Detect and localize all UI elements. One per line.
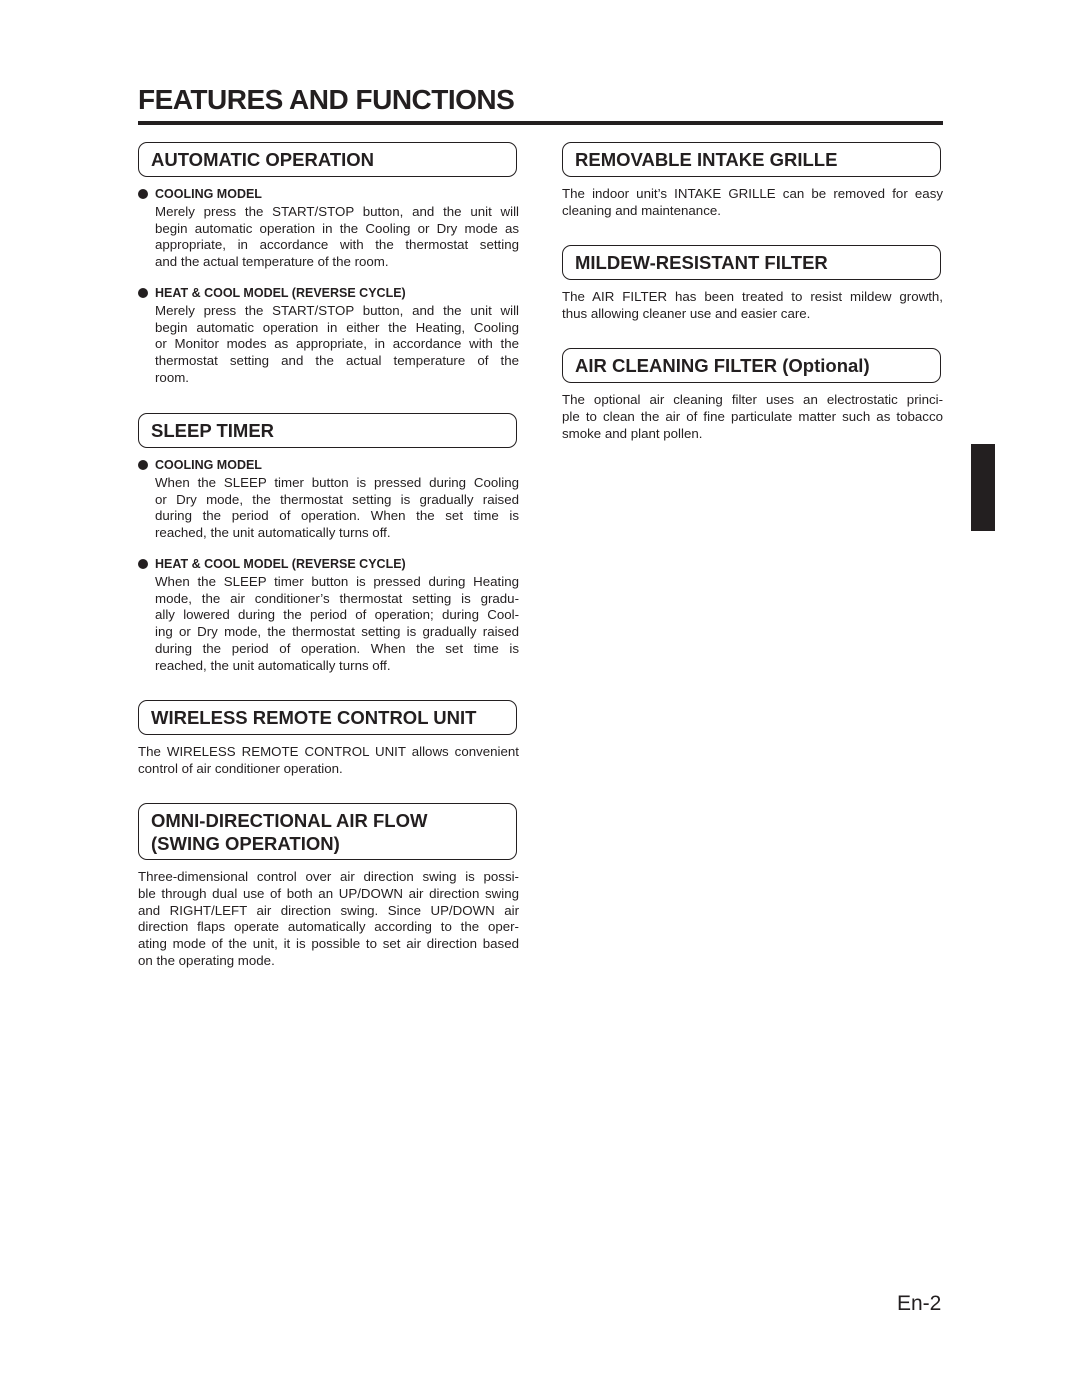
text-line: ple to clean the air of fine particulate matter such as tobacco	[562, 408, 943, 424]
intake-grille-heading: REMOVABLE INTAKE GRILLE	[562, 142, 941, 177]
paragraph	[562, 289, 943, 323]
text-line: ally lowered during the period of operation; during Cool-	[155, 607, 519, 623]
heading-line: (SWING OPERATION)	[151, 832, 340, 854]
text-line: The WIRELESS REMOTE CONTROL UNIT allows convenient	[138, 744, 519, 759]
mildew-filter-heading: MILDEW-RESISTANT FILTER	[562, 245, 941, 280]
text-line: The indoor unit’s INTAKE GRILLE can be removed for easy	[562, 186, 943, 201]
language-tab-marker	[971, 444, 995, 531]
text-line: room.	[155, 369, 189, 385]
mildew-filter-section	[562, 289, 943, 323]
text-line: reached, the unit automatically turns off.	[155, 525, 391, 541]
automatic-operation-heading: AUTOMATIC OPERATION	[138, 142, 517, 177]
text-line: on the operating mode.	[138, 952, 275, 968]
paragraph	[138, 744, 519, 778]
text-line: begin automatic operation in either the Heating, Cooling	[155, 319, 519, 335]
paragraph	[138, 303, 519, 387]
text-line: and the actual temperature of the room.	[155, 254, 389, 270]
intake-grille-section	[562, 186, 943, 220]
paragraph	[562, 392, 943, 442]
text-line: control of air conditioner operation.	[138, 760, 343, 776]
wireless-remote-heading: WIRELESS REMOTE CONTROL UNIT	[138, 700, 517, 735]
automatic-operation-section	[138, 186, 519, 387]
text-line: smoke and plant pollen.	[562, 425, 703, 441]
paragraph	[138, 869, 519, 970]
text-line: When the SLEEP timer button is pressed during Cooling	[155, 474, 519, 490]
page-number: En-2	[897, 1292, 942, 1315]
paragraph	[138, 475, 519, 542]
text-line: thus allowing cleaner use and easier care.	[562, 305, 811, 321]
text-line: ble through dual use of both an UP/DOWN air direction swing	[138, 885, 519, 901]
text-line: thermostat setting and the actual temperature of the	[155, 353, 519, 369]
text-line: or Dry mode, the thermostat setting is gradually raised	[155, 491, 519, 507]
omni-directional-section	[138, 869, 519, 970]
sleep-timer-heading: SLEEP TIMER	[138, 413, 517, 448]
wireless-remote-section	[138, 744, 519, 778]
heading-line: OMNI-DIRECTIONAL AIR FLOW	[151, 809, 428, 831]
air-cleaning-filter-heading: AIR CLEANING FILTER (Optional)	[562, 348, 941, 383]
text-line: ating mode of the unit, it is possible to set air direction based	[138, 936, 519, 952]
omni-directional-heading	[138, 803, 517, 860]
text-line: during the period of operation. When the set time is	[155, 640, 519, 656]
text-line: appropriate, in accordance with the thermostat setting	[155, 237, 519, 253]
subheading: COOLING MODEL	[138, 457, 519, 474]
text-line: When the SLEEP timer button is pressed during Heating	[155, 573, 519, 589]
text-line: The AIR FILTER has been treated to resist mildew growth,	[562, 289, 943, 304]
text-line: begin automatic operation in the Cooling or Dry mode as	[155, 220, 519, 236]
text-line: Merely press the START/STOP button, and the unit will	[155, 302, 519, 318]
text-line: during the period of operation. When the set time is	[155, 508, 519, 524]
air-cleaning-filter-section	[562, 392, 943, 442]
text-line: reached, the unit automatically turns off.	[155, 657, 391, 673]
text-line: ing or Dry mode, the thermostat setting is gradually raised	[155, 624, 519, 640]
text-line: and RIGHT/LEFT air direction swing. Since UP/DOWN air	[138, 902, 519, 918]
text-line: mode, the air conditioner’s thermostat setting is gradu-	[155, 590, 519, 606]
subheading: HEAT & COOL MODEL (REVERSE CYCLE)	[138, 285, 519, 302]
subheading: COOLING MODEL	[138, 186, 519, 203]
text-line: direction flaps operate automatically according to the oper-	[138, 919, 519, 935]
subheading: HEAT & COOL MODEL (REVERSE CYCLE)	[138, 556, 519, 573]
page-title: FEATURES AND FUNCTIONS	[138, 84, 515, 115]
paragraph	[138, 204, 519, 271]
paragraph	[562, 186, 943, 220]
text-line: The optional air cleaning filter uses an electrostatic princi-	[562, 392, 943, 407]
text-line: Merely press the START/STOP button, and the unit will	[155, 203, 519, 219]
title-rule	[138, 121, 943, 125]
text-line: cleaning and maintenance.	[562, 202, 721, 218]
paragraph	[138, 574, 519, 675]
sleep-timer-section	[138, 457, 519, 675]
text-line: or Monitor modes as appropriate, in accordance with the	[155, 336, 519, 352]
text-line: Three-dimensional control over air direction swing is possi-	[138, 869, 519, 884]
